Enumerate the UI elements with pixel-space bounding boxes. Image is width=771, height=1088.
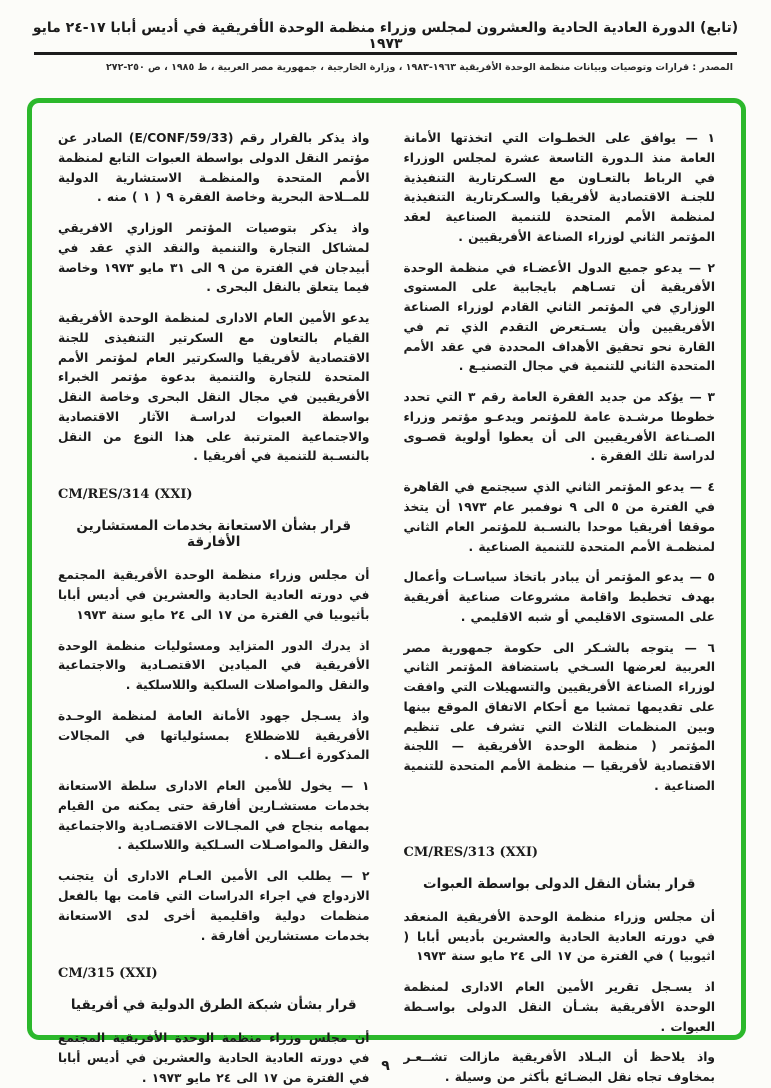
- numbered-paragraph-6: ٦ — يتوجه بالشـكر الى حكومة جمهورية مصر العربية لعرضها السـخي باستضافة المؤتمر الثاني لوزراء الصناعة الأفريقيين والتسهيلات التي وافقت على تقديمها تمشيا مع أحكام الاتفاق الموقع بينها وبين المنظمات الثلاث التي تشرف على تنظيم المؤتمر ( منظمة الوحدة الأفريقية — اللجنة الاقتصادية لأفريقيا — منظمة الأمم المتحدة للتنمية الصناعية .: [403, 640, 715, 793]
- left-column: [58, 129, 370, 1085]
- res-314-paragraph-5: ٢ — يطلب الى الأمين العـام الادارى أن يتجنب الازدواج في اجراء الدراسات التي قامت بها بالفعل منظمات دولية واقليمية أخرى لدى الاستعانة بخدمات مستشارين أفارقة .: [58, 869, 370, 943]
- intro-paragraph-3: يدعو الأمين العام الادارى لمنظمة الوحدة الأفريقية القيام بالتعاون مع السكرتير التنفيذى للجنة الاقتصادية لأفريقيا والسكرتير العام لمؤتمر الأمم المتحدة للتجارة والتنمية بدعوة مؤتمر الخبراء الأفريقيين في مجال النقل البحرى وخاصة النقل بواسطة العبوات لدراسـة الآثار الاقتصادية والاجتماعية المترتبة على هذا النوع من النقل بالنسـبة للتنمية في أفريقيا .: [58, 311, 370, 464]
- res-314-paragraph-2: اذ يدرك الدور المتزايد ومسئوليات منظمة الوحدة الأفريقية في الميادين الاقتصـادية والاجتماعية والنقل والمواصلات السلكية واللاسلكية .: [58, 638, 370, 693]
- resolution-title-313: قرار بشأن النقل الدولى بواسطة العبوات: [423, 875, 696, 892]
- resolution-ref-314: CM/RES/314 (XXI): [58, 487, 193, 503]
- resolution-ref-313: CM/RES/313 (XXI): [403, 844, 539, 860]
- resolution-title-315: قرار بشأن شبكة الطرق الدولية في أفريقيا: [70, 997, 357, 1014]
- numbered-paragraph-2: ٢ — يدعو جميع الدول الأعضـاء في منظمة الوحدة الأفريقية أن تسـاهم بايجابية على المستوى الوزاري في المؤتمر الثاني القادم لوزراء الصناعة الأفريقيين وأن يسـتعرض التقدم الذي تم في القارة نحو تحقيق الأهداف المحددة في عقد الأمم المتحدة الثاني للتنمية في مجال التصنيـع .: [403, 260, 715, 374]
- res-313-paragraph-1: أن مجلس وزراء منظمة الوحدة الأفريقية المنعقد في دورته العادية الحادية والعشرين بأديس أبابا ( اثيوبيا ) في الفترة من ١٧ الى ٢٤ مايو سنة ١٩٧٣: [403, 909, 715, 964]
- intro-paragraph-2: واذ يذكر بتوصيات المؤتمر الوزاري الافريقي لمشاكل التجارة والتنمية والنقد الذي عقد في أبيدجان في الفترة من ٩ الى ٣١ مايو ١٩٧٣ وخاصة فيما يتعلق بالنقل البحرى .: [58, 221, 370, 295]
- res-314-paragraph-3: واذ يسـجل جهود الأمانة العامة لمنظمة الوحـدة الأفريقية للاضطلاع بمسئولياتها في المجالات المذكورة أعــلاه .: [58, 708, 370, 763]
- intro-paragraph-1: واذ يذكر بالقرار رقم (E/CONF/59/33) الصادر عن مؤتمر النقل الدولى بواسطة العبوات التابع لمنظمة الأمم المتحدة والمنظمـة الاستشارية الدولية للمــلاحة البحرية وخاصة الفقرة ٩ ( ١ ) منه .: [58, 131, 370, 205]
- source-line: المصدر : قرارات وتوصيات وبيانات منظمة الوحدة الأفريقية ١٩٦٣-١٩٨٣ ، وزارة الخارجية ، جمهورية مصر العربية ، ط ١٩٨٥ ، ص ٢٥٠-٢٧٢: [105, 62, 733, 73]
- page-number: ٩: [381, 1058, 390, 1074]
- numbered-paragraph-5: ٥ — يدعو المؤتمر أن يبادر باتخاذ سياسـات وأعمال بهدف تخطيط واقامة مشروعات صناعية أفريقية على المستوى الاقليمي أو شبه الاقليمي .: [403, 570, 715, 624]
- right-column: [403, 129, 716, 1085]
- two-column-layout: [58, 129, 715, 1085]
- numbered-paragraph-1: ١ — يوافق على الخطـوات التي اتخذتها الأمانة العامة منذ الـدورة التاسعة عشرة لمجلس الوزراء في الرباط بالتعـاون مع السـكرتارية التنفيذية للجنـة الاقتصادية لأفريقيا والسـكرتارية التنفيذية لمنظمة الأمم المتحدة للتنمية الصناعية لعقد المؤتمر الثاني لوزراء الصناعة الأفريقيين .: [403, 131, 715, 244]
- res-314-paragraph-4: ١ — يخول للأمين العام الادارى سلطة الاستعانة بخدمات مستشـارين أفارقة حتى يمكنه من القيام بمهامه بنجاح في المجـالات الاقتصـادية والاجتماعية والنقل والمواصـلات السـلكية واللاسلكية .: [58, 779, 370, 853]
- res-315-paragraph-1: أن مجلس وزراء منظمة الوحدة الأفريقية المجتمع في دورته العادية الحادية والعشرين في أديس أبابا في الفترة من ١٧ الى ٢٤ مايو ١٩٧٣ .: [58, 1031, 370, 1085]
- numbered-paragraph-4: ٤ — يدعو المؤتمر الثاني الذي سيجتمع في القاهرة في الفترة من ٥ الى ٩ نوفمبر عام ١٩٧٣ أن يتخذ موقفا أفريقيا موحدا بالنسـبة للمؤتمر العام الثاني لمنظمـة الأمم المتحدة للتنمية الصناعية .: [403, 480, 715, 554]
- res-314-paragraph-1: أن مجلس وزراء منظمة الوحدة الأفريقية المجتمع في دورته العادية الحادية والعشرين في أديس أبابا بأثيوبيا في الفترة من ١٧ الى ٢٤ مايو سنة ١٩٧٣: [58, 568, 370, 622]
- content-border: [27, 98, 746, 1085]
- document-header: (تابع) الدورة العادية الحادية والعشرون لمجلس وزراء منظمة الوحدة الأفريقية في أديس أبابا ١٧-٢٤ مايو ١٩٧٣: [32, 20, 739, 52]
- numbered-paragraph-3: ٣ — يؤكد من جديد الفقرة العامة رقم ٣ التي تحدد خطوطا مرشـدة عامة للمؤتمر ويدعـو مؤتمر وزراء الصـناعة الأفريقيين الى أن يعطوا أولوية قصـوى لدراسة تلك الفقرة .: [403, 390, 715, 464]
- resolution-title-314: قرار بشأن الاستعانة بخدمات المستشارين الأفارقة: [76, 518, 352, 551]
- resolution-ref-315: CM/315 (XXI): [58, 966, 158, 982]
- res-313-paragraph-3: واذ يلاحظ أن البـلاد الأفريقية مازالت تشــعـر بمخاوف تجاه نقل البضـائع بأكثر من وسيلة .: [403, 1050, 715, 1085]
- header-divider: [34, 52, 737, 55]
- res-313-paragraph-2: اذ يسـجل تقرير الأمين العام الادارى لمنظمة الوحدة الأفريقية بشـأن النقل الدولى بواسـطة العبوات .: [403, 980, 715, 1034]
